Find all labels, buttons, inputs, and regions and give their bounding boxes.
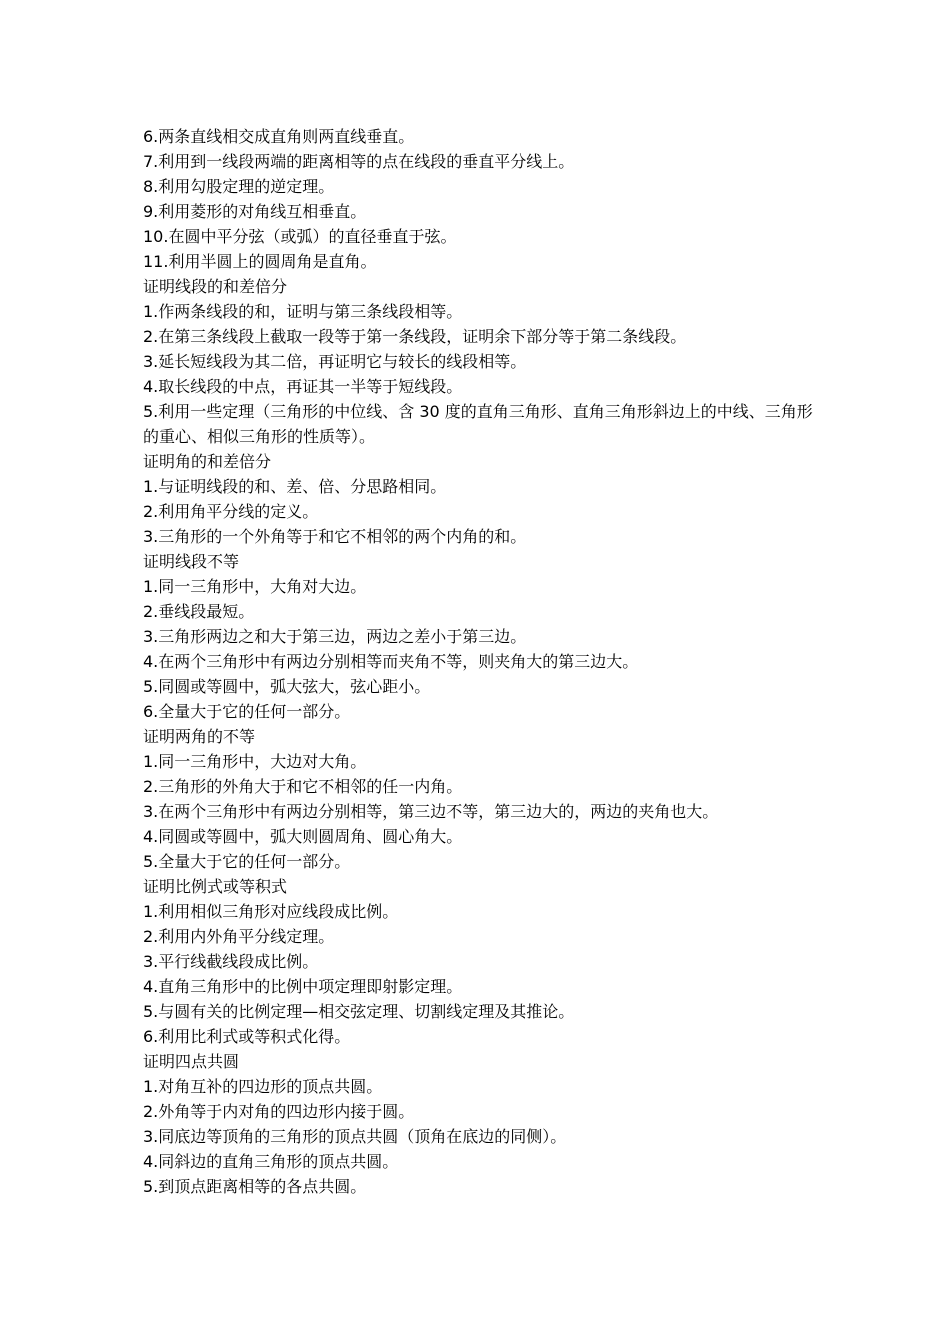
section-heading: 证明线段的和差倍分 <box>143 277 288 296</box>
text-line: 1.同一三角形中，大边对大角。 <box>143 752 367 771</box>
text-line: 4.在两个三角形中有两边分别相等而夹角不等，则夹角大的第三边大。 <box>143 652 639 671</box>
text-line: 3.平行线截线段成比例。 <box>143 952 319 971</box>
document-body <box>143 124 813 1199</box>
text-line: 3.延长短线段为其二倍，再证明它与较长的线段相等。 <box>143 352 527 371</box>
section-heading: 证明两角的不等 <box>143 727 256 746</box>
text-line: 2.利用角平分线的定义。 <box>143 502 319 521</box>
text-line: 3.同底边等顶角的三角形的顶点共圆（顶角在底边的同侧）。 <box>143 1127 567 1146</box>
text-line: 5.全量大于它的任何一部分。 <box>143 852 351 871</box>
text-line: 2.三角形的外角大于和它不相邻的任一内角。 <box>143 777 463 796</box>
text-line: 5.同圆或等圆中，弧大弦大，弦心距小。 <box>143 677 431 696</box>
text-line: 4.同圆或等圆中，弧大则圆周角、圆心角大。 <box>143 827 463 846</box>
text-line: 3.三角形的一个外角等于和它不相邻的两个内角的和。 <box>143 527 527 546</box>
text-line: 11.利用半圆上的圆周角是直角。 <box>143 252 377 271</box>
text-line: 5.利用一些定理（三角形的中位线、含 30 度的直角三角形、直角三角形斜边上的中线、三角形的重心、相似三角形的性质等）。 <box>143 402 813 446</box>
text-line: 10.在圆中平分弦（或弧）的直径垂直于弦。 <box>143 227 457 246</box>
text-line: 2.垂线段最短。 <box>143 602 255 621</box>
text-line: 8.利用勾股定理的逆定理。 <box>143 177 335 196</box>
text-line: 1.与证明线段的和、差、倍、分思路相同。 <box>143 477 447 496</box>
text-line: 1.利用相似三角形对应线段成比例。 <box>143 902 399 921</box>
text-line: 6.利用比利式或等积式化得。 <box>143 1027 351 1046</box>
text-line: 7.利用到一线段两端的距离相等的点在线段的垂直平分线上。 <box>143 152 575 171</box>
text-line: 2.在第三条线段上截取一段等于第一条线段，证明余下部分等于第二条线段。 <box>143 327 687 346</box>
section-heading: 证明四点共圆 <box>143 1052 240 1071</box>
text-line: 4.取长线段的中点，再证其一半等于短线段。 <box>143 377 463 396</box>
text-line: 5.与圆有关的比例定理—相交弦定理、切割线定理及其推论。 <box>143 1002 575 1021</box>
text-line: 3.在两个三角形中有两边分别相等，第三边不等，第三边大的，两边的夹角也大。 <box>143 802 719 821</box>
text-line: 6.全量大于它的任何一部分。 <box>143 702 351 721</box>
text-line: 4.同斜边的直角三角形的顶点共圆。 <box>143 1152 399 1171</box>
text-line: 2.利用内外角平分线定理。 <box>143 927 335 946</box>
text-line: 1.作两条线段的和，证明与第三条线段相等。 <box>143 302 463 321</box>
text-line: 1.同一三角形中，大角对大边。 <box>143 577 367 596</box>
section-heading: 证明线段不等 <box>143 552 240 571</box>
text-line: 2.外角等于内对角的四边形内接于圆。 <box>143 1102 415 1121</box>
text-line: 5.到顶点距离相等的各点共圆。 <box>143 1177 367 1196</box>
text-line: 9.利用菱形的对角线互相垂直。 <box>143 202 367 221</box>
section-heading: 证明角的和差倍分 <box>143 452 272 471</box>
text-line: 1.对角互补的四边形的顶点共圆。 <box>143 1077 383 1096</box>
text-line: 6.两条直线相交成直角则两直线垂直。 <box>143 127 415 146</box>
text-line: 3.三角形两边之和大于第三边，两边之差小于第三边。 <box>143 627 527 646</box>
text-line: 4.直角三角形中的比例中项定理即射影定理。 <box>143 977 463 996</box>
section-heading: 证明比例式或等积式 <box>143 877 288 896</box>
